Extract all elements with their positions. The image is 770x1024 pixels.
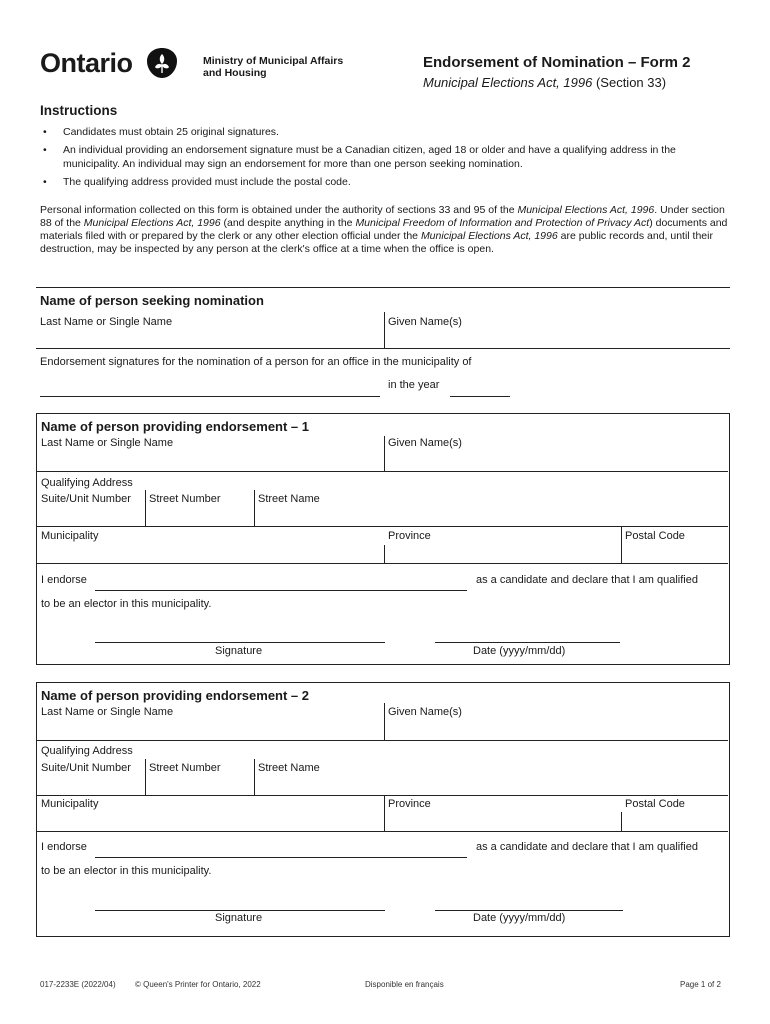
act-section: (Section 33) xyxy=(595,75,667,90)
endorser-1-signature-field[interactable] xyxy=(95,624,385,642)
nominee-endorsement-text: Endorsement signatures for the nomination of a person for an office in the municipality of xyxy=(40,356,472,368)
copyright: © Queen's Printer for Ontario, 2022 xyxy=(135,980,261,989)
in-the-year-label: in the year xyxy=(388,379,440,391)
privacy-notice xyxy=(40,204,730,256)
endorser-2-municipality-field[interactable] xyxy=(41,813,379,830)
year-field[interactable] xyxy=(450,378,510,396)
ministry-line2: and Housing xyxy=(203,67,267,79)
field-underline xyxy=(95,642,385,643)
instruction-item: • The qualifying address provided must include the postal code. xyxy=(40,175,720,189)
field-underline xyxy=(37,563,728,564)
nominee-given-name-field[interactable] xyxy=(388,330,728,348)
endorser-2-postal-code-field[interactable] xyxy=(625,813,725,830)
field-underline xyxy=(40,396,380,397)
endorser-1-street-name-field[interactable] xyxy=(258,508,724,525)
field-underline xyxy=(37,471,728,472)
privacy-act: Municipal Elections Act, 1996 xyxy=(83,217,221,229)
privacy-text: . Under section 88 of the xyxy=(40,204,725,229)
field-divider xyxy=(384,703,385,740)
nominee-heading: Name of person seeking nomination xyxy=(40,293,264,308)
endorser-2-suite-field[interactable] xyxy=(41,777,141,794)
endorser-2-last-name-label: Last Name or Single Name xyxy=(41,706,174,718)
endorser-2-signature-field[interactable] xyxy=(95,892,385,910)
endorser-1-heading: Name of person providing endorsement – 1 xyxy=(41,419,309,434)
field-underline xyxy=(36,348,730,349)
endorser-2-date-label: Date (yyyy/mm/dd) xyxy=(473,912,566,924)
french-availability: Disponible en français xyxy=(365,980,444,989)
field-underline xyxy=(37,795,728,796)
field-underline xyxy=(37,526,728,527)
endorser-2-postal-code-label: Postal Code xyxy=(625,798,685,810)
endorser-2-qualifying-address: Qualifying Address xyxy=(41,745,133,757)
endorser-2-suite-label: Suite/Unit Number xyxy=(41,762,131,774)
page-number: Page 1 of 2 xyxy=(680,980,721,989)
nominee-last-name-label: Last Name or Single Name xyxy=(40,316,173,328)
field-divider xyxy=(145,490,146,526)
endorser-1-candidate-field[interactable] xyxy=(95,573,467,590)
endorser-2-province-label: Province xyxy=(388,798,431,810)
endorser-1-suite-field[interactable] xyxy=(41,508,141,525)
endorser-1-date-label: Date (yyyy/mm/dd) xyxy=(473,645,566,657)
endorser-2-heading: Name of person providing endorsement – 2 xyxy=(41,688,309,703)
instruction-item: • An individual providing an endorsement signature must be a Canadian citizen, aged 18 or older and have a qualifying address in the municipality. An individual may sign an endorsement for more than one person seeking nomination. xyxy=(40,143,720,171)
field-underline xyxy=(95,910,385,911)
form-subtitle xyxy=(423,75,666,90)
endorser-1-suite-label: Suite/Unit Number xyxy=(41,493,131,505)
field-divider xyxy=(145,759,146,795)
endorser-1-given-name-label: Given Name(s) xyxy=(388,437,462,449)
field-divider xyxy=(254,759,255,795)
endorser-2-street-number-label: Street Number xyxy=(149,762,221,774)
endorser-1-date-field[interactable] xyxy=(435,624,620,642)
endorser-2-as-candidate: as a candidate and declare that I am qualified xyxy=(476,841,698,853)
endorser-2-street-number-field[interactable] xyxy=(149,777,249,794)
endorser-1-province-field[interactable] xyxy=(388,545,618,562)
privacy-act: Municipal Elections Act, 1996 xyxy=(517,204,655,216)
form-code: 017-2233E (2022/04) xyxy=(40,980,116,989)
field-divider xyxy=(384,795,385,831)
endorser-2-signature-label: Signature xyxy=(215,912,263,924)
ontario-logo-text: Ontario xyxy=(40,48,133,78)
field-divider xyxy=(254,490,255,526)
privacy-act: Municipal Elections Act, 1996 xyxy=(420,230,558,242)
endorser-2-given-name-field[interactable] xyxy=(388,721,724,739)
ministry-name xyxy=(203,55,343,79)
endorser-2-last-name-field[interactable] xyxy=(41,721,381,739)
instruction-item: • Candidates must obtain 25 original signatures. xyxy=(40,125,720,139)
endorser-1-given-name-field[interactable] xyxy=(388,452,724,470)
endorser-2-municipality-label: Municipality xyxy=(41,798,99,810)
endorser-1-last-name-field[interactable] xyxy=(41,452,381,470)
endorser-1-to-be-elector: to be an elector in this municipality. xyxy=(41,598,212,610)
privacy-text: (and despite anything in the xyxy=(220,217,356,229)
instructions-list xyxy=(40,125,720,193)
endorser-1-i-endorse: I endorse xyxy=(41,574,87,586)
endorser-1-last-name-label: Last Name or Single Name xyxy=(41,437,174,449)
privacy-text: ) documents and materials filed with or prepared by the clerk or any other election official under the xyxy=(40,217,728,242)
field-underline xyxy=(435,910,623,911)
field-divider xyxy=(384,545,385,563)
field-divider xyxy=(621,526,622,563)
endorser-1-street-number-label: Street Number xyxy=(149,493,221,505)
trillium-icon xyxy=(146,47,178,79)
privacy-text: are public records and, until their destruction, may be inspected by any person at the clerk's office at a time when the office is open. xyxy=(40,230,713,255)
form-title: Endorsement of Nomination – Form 2 xyxy=(423,54,691,71)
endorser-2-to-be-elector: to be an elector in this municipality. xyxy=(41,865,212,877)
endorser-1-municipality-label: Municipality xyxy=(41,530,99,542)
field-divider xyxy=(384,312,385,348)
endorser-2-province-field[interactable] xyxy=(388,813,618,830)
field-underline xyxy=(435,642,620,643)
endorser-2-given-name-label: Given Name(s) xyxy=(388,706,462,718)
endorser-1-street-name-label: Street Name xyxy=(258,493,320,505)
field-divider xyxy=(621,812,622,831)
endorser-2-street-name-field[interactable] xyxy=(258,777,724,794)
endorser-2-i-endorse: I endorse xyxy=(41,841,87,853)
endorser-2-candidate-field[interactable] xyxy=(95,840,467,857)
endorser-1-municipality-field[interactable] xyxy=(41,545,379,562)
field-underline xyxy=(95,590,467,591)
field-underline xyxy=(37,831,728,832)
endorser-1-as-candidate: as a candidate and declare that I am qualified xyxy=(476,574,698,586)
endorser-1-postal-code-label: Postal Code xyxy=(625,530,685,542)
privacy-act: Municipal Freedom of Information and Protection of Privacy Act xyxy=(355,217,650,229)
endorser-2-street-name-label: Street Name xyxy=(258,762,320,774)
endorser-1-qualifying-address: Qualifying Address xyxy=(41,477,133,489)
act-name: Municipal Elections Act, 1996 xyxy=(423,75,593,90)
field-underline xyxy=(95,857,467,858)
instructions-heading: Instructions xyxy=(40,103,118,118)
nominee-last-name-field[interactable] xyxy=(40,330,382,348)
municipality-field[interactable] xyxy=(40,378,380,396)
endorser-2-date-field[interactable] xyxy=(435,892,623,910)
endorser-1-postal-code-field[interactable] xyxy=(625,545,725,562)
ministry-line1: Ministry of Municipal Affairs xyxy=(203,55,344,67)
section-divider xyxy=(36,287,730,288)
field-underline xyxy=(450,396,510,397)
privacy-text: Personal information collected on this form is obtained under the authority of sections 33 and 95 of the xyxy=(40,204,518,216)
field-underline xyxy=(37,740,728,741)
endorser-1-street-number-field[interactable] xyxy=(149,508,249,525)
nominee-given-name-label: Given Name(s) xyxy=(388,316,462,328)
endorser-1-province-label: Province xyxy=(388,530,431,542)
field-divider xyxy=(384,436,385,471)
endorser-1-signature-label: Signature xyxy=(215,645,263,657)
